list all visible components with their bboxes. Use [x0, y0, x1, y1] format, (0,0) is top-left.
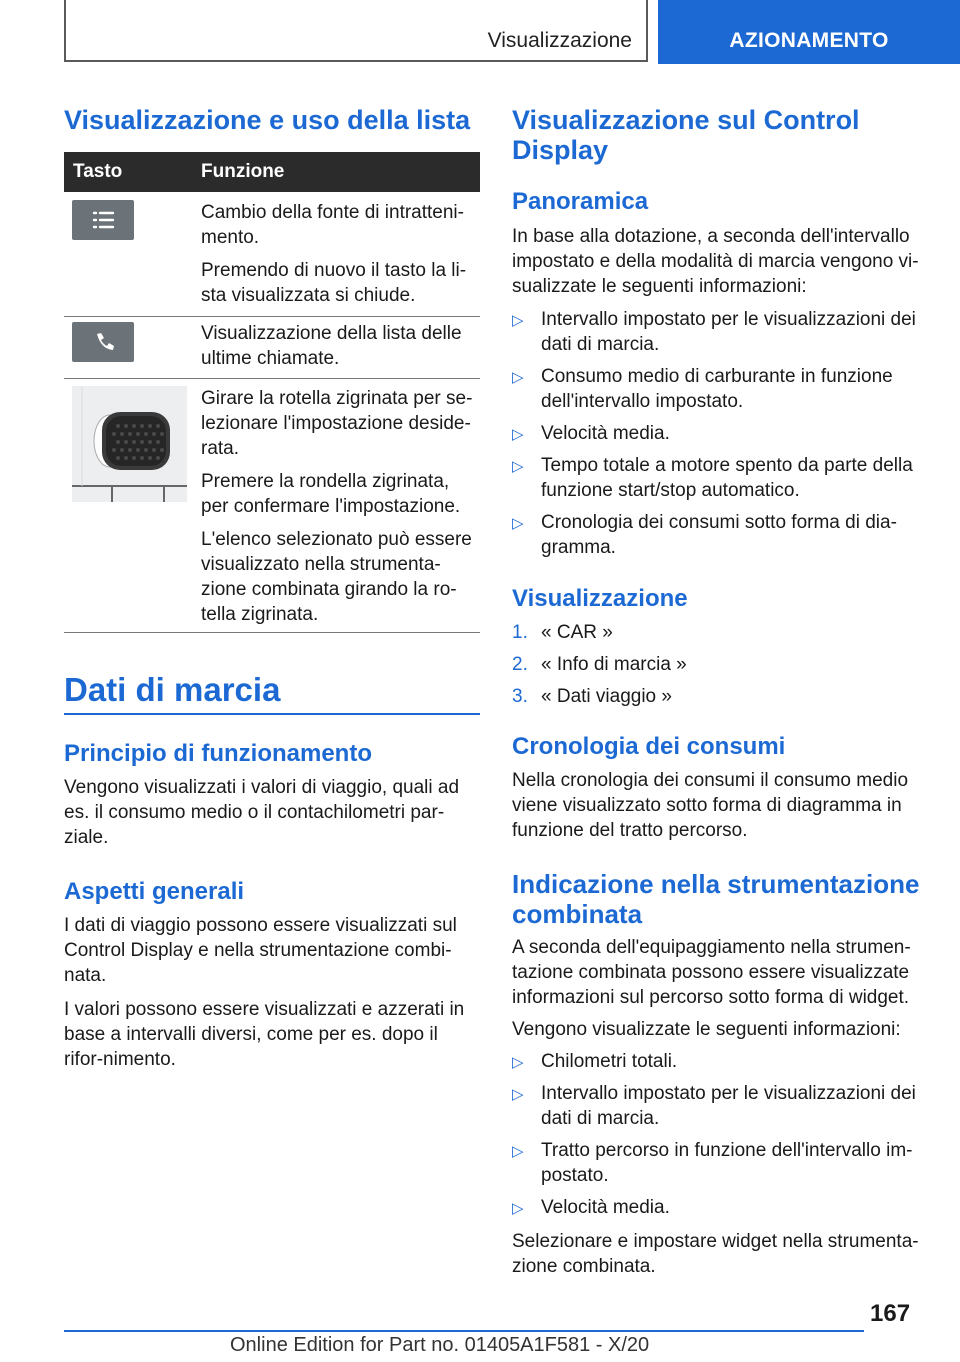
list-item: ▷ Tratto percorso in funzione dell'intervallo im-postato.	[512, 1140, 913, 1186]
step-item: 3. « Dati viaggio »	[512, 686, 672, 707]
cluster-text-2: Vengono visualizzate le seguenti informazioni:	[512, 1019, 901, 1040]
table-row: Visualizzazione della lista delle ultime chiamate.	[201, 323, 462, 369]
row-divider	[64, 632, 480, 633]
general-title: Aspetti generali	[64, 878, 245, 905]
list-item: ▷ Cronologia dei consumi sotto forma di dia-gramma.	[512, 512, 897, 558]
overview-title: Panoramica	[512, 188, 649, 215]
chapter-heading: Dati di marcia	[64, 671, 281, 708]
list-item: ▷ Chilometri totali.	[512, 1049, 928, 1074]
cluster-text-1: A seconda dell'equipaggiamento nella strumen-tazione combinata possono essere visualizzate informazioni sul percorso sotto forma di widget.	[512, 937, 911, 1008]
principle-text: Vengono visualizzati i valori di viaggio, quali ad es. il consumo medio o il contachilometri par-ziale.	[64, 777, 460, 848]
triangle-bullet-icon: ▷	[512, 1200, 524, 1217]
step-item: 1. « CAR »	[512, 622, 613, 643]
list-section-title: Visualizzazione e uso della lista	[64, 105, 471, 135]
row-divider	[64, 316, 480, 317]
list-item: ▷ Velocità media.	[512, 421, 928, 446]
triangle-bullet-icon: ▷	[512, 458, 524, 475]
list-item: ▷ Velocità media.	[512, 1195, 928, 1220]
table-col-key: Tasto	[73, 161, 123, 182]
overview-text: In base alla dotazione, a seconda dell'intervallo impostato e della modalità di marcia vengono vi-sualizzate le seguenti informazioni:	[512, 226, 919, 297]
consumption-history-title: Cronologia dei consumi	[512, 733, 786, 760]
triangle-bullet-icon: ▷	[512, 369, 524, 386]
triangle-bullet-icon: ▷	[512, 426, 524, 443]
display-steps	[512, 620, 928, 716]
list-icon	[72, 200, 134, 240]
heading-rule	[64, 713, 480, 715]
general-text-1: I dati di viaggio possono essere visualizzati sul Control Display e nella strumentazione combi-nata.	[64, 915, 457, 986]
table-row: Cambio della fonte di intratteni-mento. Premendo di nuovo il tasto la li-sta visualizzata si chiude.	[201, 202, 467, 306]
cluster-text-3: Selezionare e impostare widget nella strumenta-zione combinata.	[512, 1231, 919, 1277]
triangle-bullet-icon: ▷	[512, 1054, 524, 1071]
table-header	[64, 152, 480, 192]
page-number: 167	[870, 1300, 911, 1327]
step-item: 2. « Info di marcia »	[512, 654, 687, 675]
triangle-bullet-icon: ▷	[512, 312, 524, 329]
cluster-title: Indicazione nella strumentazione combinata	[512, 869, 920, 929]
control-display-title: Visualizzazione sul Control Display	[512, 105, 860, 165]
edition-note: Online Edition for Part no. 01405A1F581 - X/20	[230, 1334, 650, 1356]
footer-rule	[64, 1330, 864, 1332]
list-item: ▷ Intervallo impostato per le visualizzazioni dei dati di marcia.	[512, 309, 916, 355]
display-title: Visualizzazione	[512, 585, 688, 612]
list-item: ▷ Consumo medio di carburante in funzione dell'intervallo impostato.	[512, 366, 893, 412]
triangle-bullet-icon: ▷	[512, 1086, 524, 1103]
list-item: ▷ Intervallo impostato per le visualizzazioni dei dati di marcia.	[512, 1083, 916, 1129]
consumption-history-text: Nella cronologia dei consumi il consumo medio viene visualizzato sotto forma di diagramma in funzione del tratto percorso.	[512, 770, 909, 841]
section-title: Visualizzazione	[487, 29, 632, 52]
controller-knob-icon	[72, 386, 187, 502]
general-text-2: I valori possono essere visualizzati e azzerati in base a intervalli diversi, come per es. dopo il rifor-nimento.	[64, 999, 465, 1070]
row-divider	[64, 378, 480, 379]
chapter-tab: AZIONAMENTO	[658, 0, 960, 64]
cluster-list	[512, 1049, 928, 1227]
table-col-function: Funzione	[201, 161, 285, 182]
list-item: ▷ Tempo totale a motore spento da parte della funzione start/stop automatico.	[512, 455, 913, 501]
table-row: Girare la rotella zigrinata per se-lezionare l'impostazione deside-rata. Premere la rondella zigrinata, per confermare l'impostazione. L'elenco selezionato può essere visualizzato nella strumenta-zione combinata girando la ro-tella zigrinata.	[201, 388, 473, 625]
triangle-bullet-icon: ▷	[512, 1143, 524, 1160]
triangle-bullet-icon: ▷	[512, 515, 524, 532]
overview-list	[512, 307, 928, 567]
principle-title: Principio di funzionamento	[64, 740, 372, 767]
phone-icon	[72, 322, 134, 362]
